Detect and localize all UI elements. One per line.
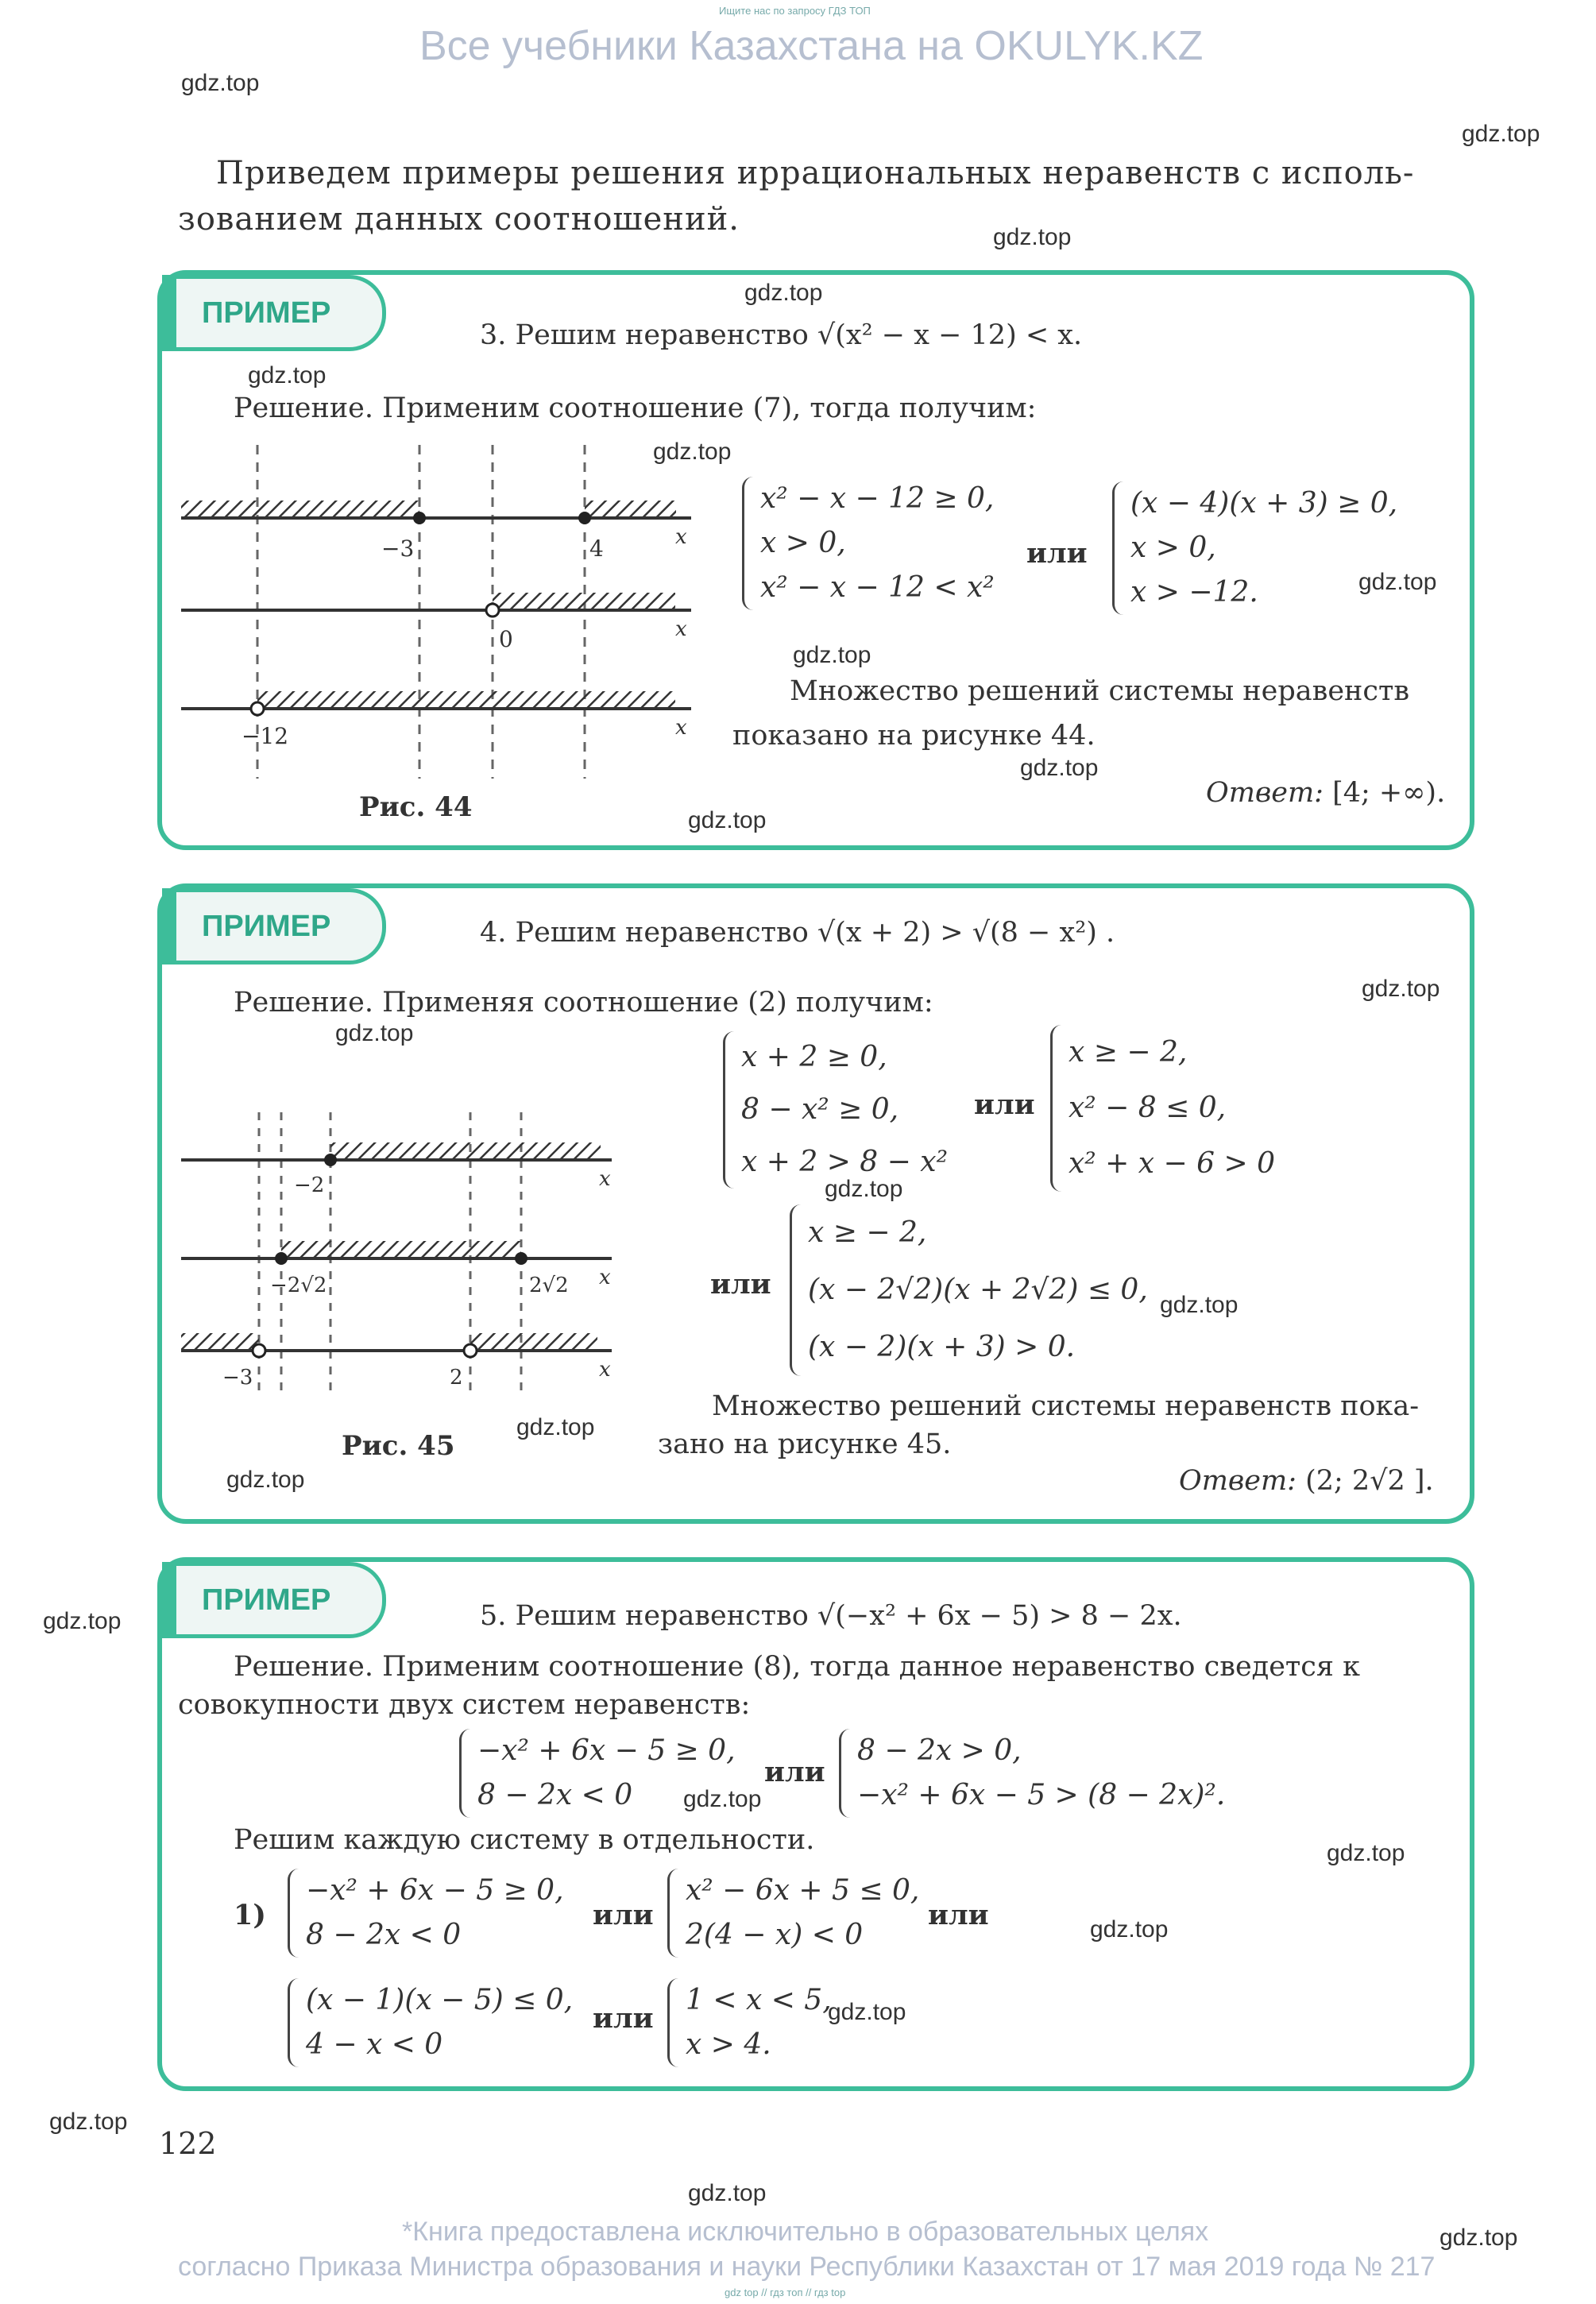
tick-label: 2√2 <box>529 1274 569 1297</box>
example-badge <box>162 275 386 351</box>
system-row: x ≥ − 2, <box>808 1216 927 1249</box>
watermark: gdz.top <box>1462 121 1540 147</box>
system-a <box>723 1031 948 1189</box>
open-point <box>486 604 499 617</box>
system-row: x > 4. <box>686 2028 771 2061</box>
footer-line-1: *Книга предоставлена исключительно в образовательных целях <box>402 2217 1209 2247</box>
watermark: gdz.top <box>43 1608 122 1634</box>
system-row: x + 2 ≥ 0, <box>741 1041 887 1073</box>
figure-44-caption: Рис. 44 <box>359 791 473 823</box>
watermark: gdz.top <box>49 2109 128 2135</box>
set-text-line-2: показано на рисунке 44. <box>732 720 1096 752</box>
system-row: 8 − 2x > 0, <box>857 1734 1022 1767</box>
system-b <box>839 1729 1225 1818</box>
answer <box>1179 1465 1434 1497</box>
watermark: gdz.top <box>516 1414 595 1440</box>
hatch-region <box>470 1333 597 1349</box>
system-row: x > 0, <box>760 527 846 559</box>
system-row: −x² + 6x − 5 > (8 − 2x)². <box>857 1779 1226 1811</box>
tick-label: −12 <box>242 723 289 749</box>
watermark: gdz.top <box>828 1999 906 2025</box>
example-5-solution-line-1: Решение. Применим соотношение (8), тогда данное неравенство сведется к <box>234 1651 1360 1683</box>
system-row: −x² + 6x − 5 ≥ 0, <box>477 1734 736 1767</box>
system-4 <box>667 1978 832 2067</box>
separate-text: Решим каждую систему в отдельности. <box>234 1824 815 1856</box>
watermark: gdz.top <box>1362 976 1440 1002</box>
system-b <box>1050 1025 1275 1192</box>
example-4-solution-intro: Решение. Применяя соотношение (2) получим: <box>234 987 933 1019</box>
hatch-region <box>585 501 676 516</box>
hatch-region <box>493 593 675 609</box>
or-word: или <box>928 1899 989 1931</box>
tick-label: −3 <box>222 1366 253 1390</box>
system-row: x² − x − 12 < x² <box>760 571 995 604</box>
or-word: или <box>974 1088 1035 1121</box>
tick-label: 4 <box>589 535 604 562</box>
answer-label: Ответ: <box>1179 1465 1297 1497</box>
example-4-task: 4. Решим неравенство √(x + 2) > √(8 − x²) . <box>480 917 1115 949</box>
system-row: 8 − 2x < 0 <box>477 1779 633 1811</box>
badge-label: ПРИМЕР <box>202 296 331 330</box>
closed-point <box>275 1252 288 1265</box>
closed-point <box>413 512 426 524</box>
watermark: gdz.top <box>1358 569 1437 595</box>
system-c <box>790 1204 1148 1376</box>
watermark: gdz.top <box>683 1786 762 1812</box>
badge-strip <box>162 278 176 350</box>
axis-label: x <box>599 1358 611 1382</box>
system-row: x > 0, <box>1130 532 1216 564</box>
example-5-task: 5. Решим неравенство √(−x² + 6x − 5) > 8 − 2x. <box>480 1600 1182 1632</box>
figure-45-caption: Рис. 45 <box>342 1430 455 1462</box>
watermark: gdz.top <box>1439 2225 1518 2251</box>
tick-label: −2 <box>294 1173 325 1197</box>
open-point <box>464 1344 477 1357</box>
system-row: x² − 6x + 5 ≤ 0, <box>686 1874 920 1907</box>
axis-label: x <box>675 525 687 549</box>
system-row: x² + x − 6 > 0 <box>1069 1147 1275 1180</box>
open-point <box>253 1344 265 1357</box>
closed-point <box>515 1252 527 1265</box>
watermark: gdz.top <box>744 280 823 306</box>
watermark: gdz.top <box>181 70 260 96</box>
watermark: gdz.top <box>993 224 1072 250</box>
tick-label: 2 <box>450 1366 463 1390</box>
system-row: x + 2 > 8 − x² <box>741 1146 948 1178</box>
axis-label: x <box>599 1167 611 1191</box>
badge-label: ПРИМЕР <box>202 909 331 943</box>
watermark: gdz.top <box>653 439 732 465</box>
system-row: 8 − 2x < 0 <box>306 1919 462 1951</box>
watermark: gdz.top <box>793 642 871 668</box>
hatch-region <box>330 1142 601 1158</box>
hatch-region <box>181 501 419 516</box>
system-3 <box>288 1978 573 2067</box>
example-badge <box>162 1562 386 1638</box>
system-row: (x − 4)(x + 3) ≥ 0, <box>1130 487 1398 520</box>
open-point <box>251 702 264 715</box>
example-3-solution-intro: Решение. Применим соотношение (7), тогда получим: <box>234 392 1037 424</box>
site-banner[interactable]: Все учебники Казахстана на OKULYK.KZ <box>419 23 1204 69</box>
badge-label: ПРИМЕР <box>202 1583 331 1617</box>
intro-line-2: зованием данных соотношений. <box>178 201 740 238</box>
set-text-line-1: Множество решений системы неравенств <box>790 675 1410 707</box>
badge-strip <box>162 891 176 963</box>
example-3-task: 3. Решим неравенство √(x² − x − 12) < x. <box>480 319 1083 351</box>
set-text-line-2: зано на рисунке 45. <box>658 1428 952 1460</box>
footer-line-3: gdz top // гдз топ // гдз top <box>725 2287 846 2298</box>
watermark: gdz.top <box>688 2180 767 2206</box>
or-word: или <box>1026 537 1088 570</box>
set-text-line-1: Множество решений системы неравенств пока- <box>712 1390 1420 1422</box>
search-hint: Ищите нас по запросу ГДЗ ТОП <box>719 5 871 17</box>
system-row: (x − 2)(x + 3) > 0. <box>808 1331 1076 1363</box>
system-row: 4 − x < 0 <box>306 2028 443 2061</box>
example-badge <box>162 888 386 965</box>
item-label: 1) <box>234 1899 266 1931</box>
example-5-solution-line-2: совокупности двух систем неравенств: <box>178 1689 751 1721</box>
answer-value: (2; 2√2 ]. <box>1305 1465 1434 1497</box>
axis-label: x <box>675 716 687 740</box>
hatch-region <box>281 1241 521 1257</box>
hatch-region <box>257 691 675 707</box>
axis-label: x <box>599 1266 611 1289</box>
answer-label: Ответ: <box>1206 777 1324 809</box>
axis-label: x <box>675 617 687 641</box>
footer-line-2: согласно Приказа Министра образования и науки Республики Казахстан от 17 мая 2019 года № 217 <box>178 2252 1436 2282</box>
system-row: 2(4 − x) < 0 <box>686 1919 864 1951</box>
intro-line-1: Приведем примеры решения иррациональных неравенств с исполь- <box>216 155 1415 191</box>
or-word: или <box>593 2002 654 2035</box>
system-a <box>459 1729 736 1818</box>
watermark: gdz.top <box>825 1176 903 1202</box>
system-row: x² − x − 12 ≥ 0, <box>760 482 995 515</box>
hatch-region <box>181 1333 259 1349</box>
system-row: x > −12. <box>1130 576 1258 609</box>
watermark: gdz.top <box>226 1467 305 1493</box>
figure-45 <box>175 1112 628 1406</box>
watermark: gdz.top <box>1327 1840 1405 1866</box>
watermark: gdz.top <box>248 362 327 389</box>
closed-point <box>578 512 591 524</box>
or-word: или <box>593 1899 654 1931</box>
page-number: 122 <box>159 2126 217 2161</box>
or-word: или <box>710 1268 771 1301</box>
answer <box>1206 777 1445 809</box>
system-right <box>1112 481 1397 615</box>
tick-label: −2√2 <box>270 1274 327 1297</box>
watermark: gdz.top <box>335 1020 414 1046</box>
system-left <box>742 477 995 610</box>
watermark: gdz.top <box>688 807 767 833</box>
system-row: (x − 1)(x − 5) ≤ 0, <box>306 1984 574 2016</box>
badge-strip <box>162 1565 176 1637</box>
system-row: 8 − x² ≥ 0, <box>741 1093 899 1126</box>
tick-label: 0 <box>499 626 513 652</box>
or-word: или <box>764 1756 825 1788</box>
watermark: gdz.top <box>1020 755 1099 781</box>
system-1 <box>288 1869 564 1958</box>
answer-value: [4; +∞). <box>1332 777 1446 809</box>
watermark: gdz.top <box>1160 1292 1239 1318</box>
system-2 <box>667 1869 919 1958</box>
tick-label: −3 <box>381 535 415 562</box>
system-row: 1 < x < 5, <box>686 1984 832 2016</box>
system-row: (x − 2√2)(x + 2√2) ≤ 0, <box>808 1274 1148 1306</box>
system-row: x ≥ − 2, <box>1069 1036 1188 1069</box>
system-row: −x² + 6x − 5 ≥ 0, <box>306 1874 564 1907</box>
figure-44 <box>175 445 699 787</box>
system-row: x² − 8 ≤ 0, <box>1069 1092 1227 1124</box>
watermark: gdz.top <box>1090 1916 1169 1943</box>
closed-point <box>324 1154 337 1166</box>
